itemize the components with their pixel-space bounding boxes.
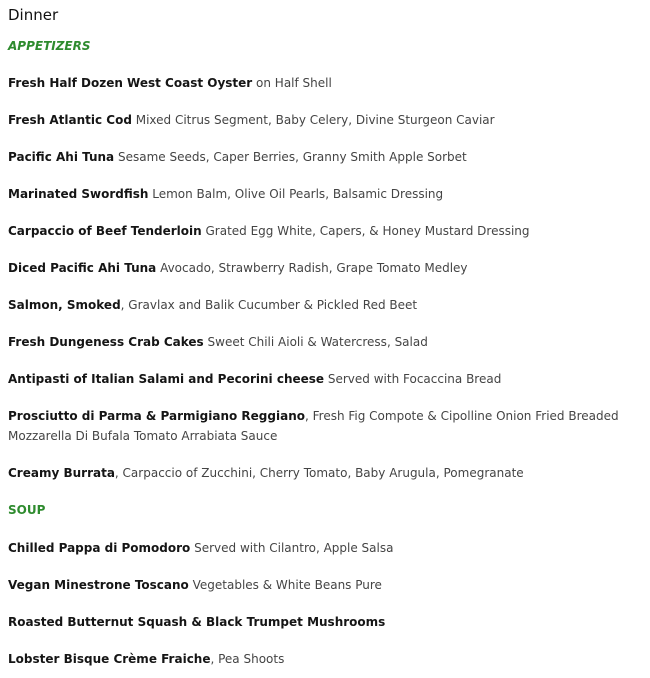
dish-description: , Pea Shoots <box>210 652 285 666</box>
dish-description: Served with Cilantro, Apple Salsa <box>190 541 394 555</box>
menu-item <box>8 295 642 315</box>
menu-item <box>8 575 642 595</box>
menu-title: Dinner <box>8 6 59 24</box>
menu-item <box>8 406 640 446</box>
dish-name: Carpaccio of Beef Tenderloin <box>8 224 202 238</box>
menu-item <box>8 612 642 632</box>
menu-item <box>8 258 642 278</box>
dish-description: Mixed Citrus Segment, Baby Celery, Divine Sturgeon Caviar <box>131 113 495 127</box>
menu-item <box>8 463 642 483</box>
dish-description: Vegetables & White Beans Pure <box>188 578 382 592</box>
section-heading-soup: SOUP <box>8 503 46 517</box>
dish-description: , Carpaccio of Zucchini, Cherry Tomato, Baby Arugula, Pomegranate <box>114 466 524 480</box>
dish-name: Pacific Ahi Tuna <box>8 150 115 164</box>
menu-item <box>8 147 642 167</box>
dish-name: Lobster Bisque Crème Fraiche <box>8 652 211 666</box>
dish-name: Vegan Minestrone Toscano <box>8 578 189 592</box>
dish-name: Roasted Butternut Squash & Black Trumpet Mushrooms <box>8 615 386 629</box>
dish-description: , Fresh Fig Compote & Cipolline Onion Fried Breaded Mozzarella Di Bufala Tomato Arrabiata Sauce <box>8 409 619 443</box>
dish-description: Grated Egg White, Capers, & Honey Mustard Dressing <box>201 224 530 238</box>
menu-item <box>8 649 642 669</box>
dish-name: Chilled Pappa di Pomodoro <box>8 541 191 555</box>
menu-item <box>8 538 642 558</box>
menu-item <box>8 221 642 241</box>
dish-name: Antipasti of Italian Salami and Pecorini cheese <box>8 372 325 386</box>
dish-description: Sesame Seeds, Caper Berries, Granny Smith Apple Sorbet <box>114 150 467 164</box>
menu-item <box>8 369 642 389</box>
dish-name: Salmon, Smoked <box>8 298 121 312</box>
dish-description: Served with Focaccina Bread <box>324 372 502 386</box>
dish-description: on Half Shell <box>252 76 332 90</box>
menu-item <box>8 73 642 93</box>
dish-name: Creamy Burrata <box>8 466 115 480</box>
menu-item <box>8 332 642 352</box>
dish-name: Prosciutto di Parma & Parmigiano Reggiano <box>8 409 305 423</box>
dish-name: Diced Pacific Ahi Tuna <box>8 261 157 275</box>
dish-name: Fresh Half Dozen West Coast Oyster <box>8 76 253 90</box>
dish-name: Fresh Atlantic Cod <box>8 113 132 127</box>
menu-item <box>8 110 642 130</box>
dish-name: Fresh Dungeness Crab Cakes <box>8 335 204 349</box>
menu-item <box>8 184 642 204</box>
dish-description: Sweet Chili Aioli & Watercress, Salad <box>203 335 428 349</box>
dish-name: Marinated Swordfish <box>8 187 149 201</box>
dish-description: Lemon Balm, Olive Oil Pearls, Balsamic Dressing <box>148 187 444 201</box>
dish-description: , Gravlax and Balik Cucumber & Pickled Red Beet <box>120 298 418 312</box>
dish-description: Avocado, Strawberry Radish, Grape Tomato Medley <box>156 261 468 275</box>
section-heading-appetizers: APPETIZERS <box>8 39 91 53</box>
